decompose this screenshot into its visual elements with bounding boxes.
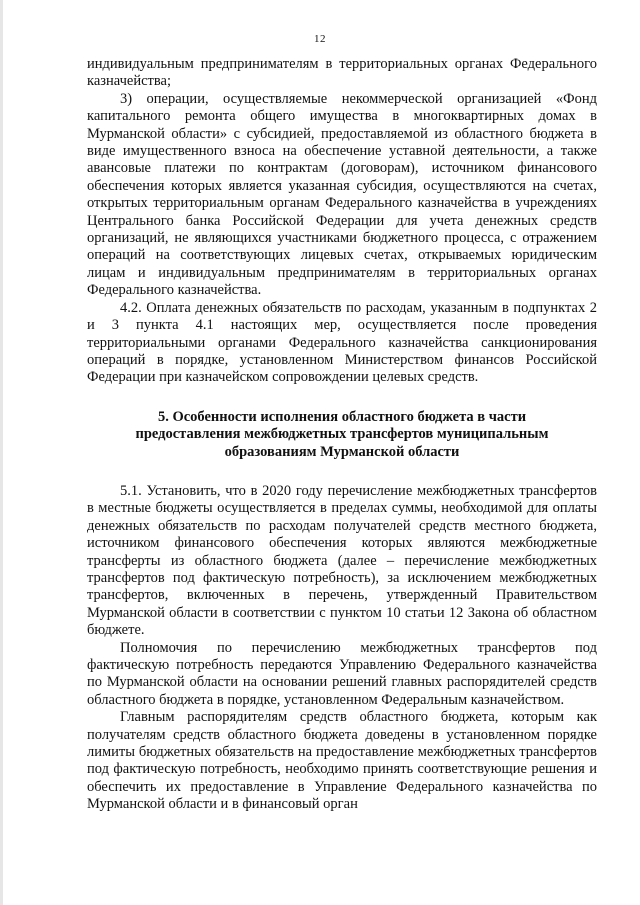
paragraph-authority: Полномочия по перечислению межбюджетных трансфертов под фактическую потребность передаются Управлению Федерального казначейства по Мурманской области на основании решений главных распорядителей средств областного бюджета в порядке, установленном Федеральным казначейством.	[87, 639, 597, 708]
section-heading-line-1: 5. Особенности исполнения областного бюджета в части	[157, 408, 527, 425]
scan-edge	[0, 0, 3, 905]
paragraph-4-2: 4.2. Оплата денежных обязательств по расходам, указанным в подпунктах 2 и 3 пункта 4.1 настоящих мер, осуществляется после проведения территориальными органами Федерального казначейства санкционирования операций в порядке, установленном Министерством финансов Российской Федерации при казначейском сопровождении целевых средств.	[87, 299, 597, 386]
section-heading	[87, 409, 597, 461]
section-heading-line-3: образованиям Мурманской области	[224, 443, 460, 460]
document-body	[87, 56, 597, 814]
paragraph-5-1: 5.1. Установить, что в 2020 году перечисление межбюджетных трансфертов в местные бюджеты осуществляется в пределах суммы, необходимой для оплаты денежных обязательств по расходам получателей средств местного бюджета, источником финансового обеспечения которых являются межбюджетные трансферты из областного бюджета (далее – перечисление межбюджетных трансфертов под фактическую потребность), за исключением межбюджетных трансфертов, включенных в перечень, утвержденный Правительством Мурманской области в соответствии с пунктом 10 статьи 12 Закона об областном бюджете.	[87, 482, 597, 639]
paragraph-subitem-3: 3) операции, осуществляемые некоммерческой организацией «Фонд капитального ремонта общего имущества в многоквартирных домах в Мурманской области» с субсидией, предоставляемой из областного бюджета в виде имущественного взноса на обеспечение уставной деятельности, а также авансовые платежи по контрактам (договорам), источником финансового обеспечения которых является указанная субсидия, осуществляются на счетах, открытых территориальным органам Федерального казначейства в учреждениях Центрального банка Российской Федерации для учета денежных средств организаций, не являющихся участниками бюджетного процесса, с отражением операций на соответствующих лицевых счетах, открываемых юридическим лицам и индивидуальным предпринимателям в территориальных органах Федерального казначейства.	[87, 90, 597, 299]
section-heading-line-2: предоставления межбюджетных трансфертов муниципальным	[135, 426, 549, 443]
paragraph-continuation: индивидуальным предпринимателям в территориальных органах Федерального казначейства;	[87, 56, 597, 90]
paragraph-chief-managers: Главным распорядителям средств областного бюджета, которым как получателям средств областного бюджета доведены в установленном порядке лимиты бюджетных обязательств на предоставление межбюджетных трансфертов под фактическую потребность, необходимо принять соответствующие решения и обеспечить их предоставление в Управление Федерального казначейства по Мурманской области и в финансовый орган	[87, 709, 597, 813]
page-number: 12	[314, 33, 326, 45]
